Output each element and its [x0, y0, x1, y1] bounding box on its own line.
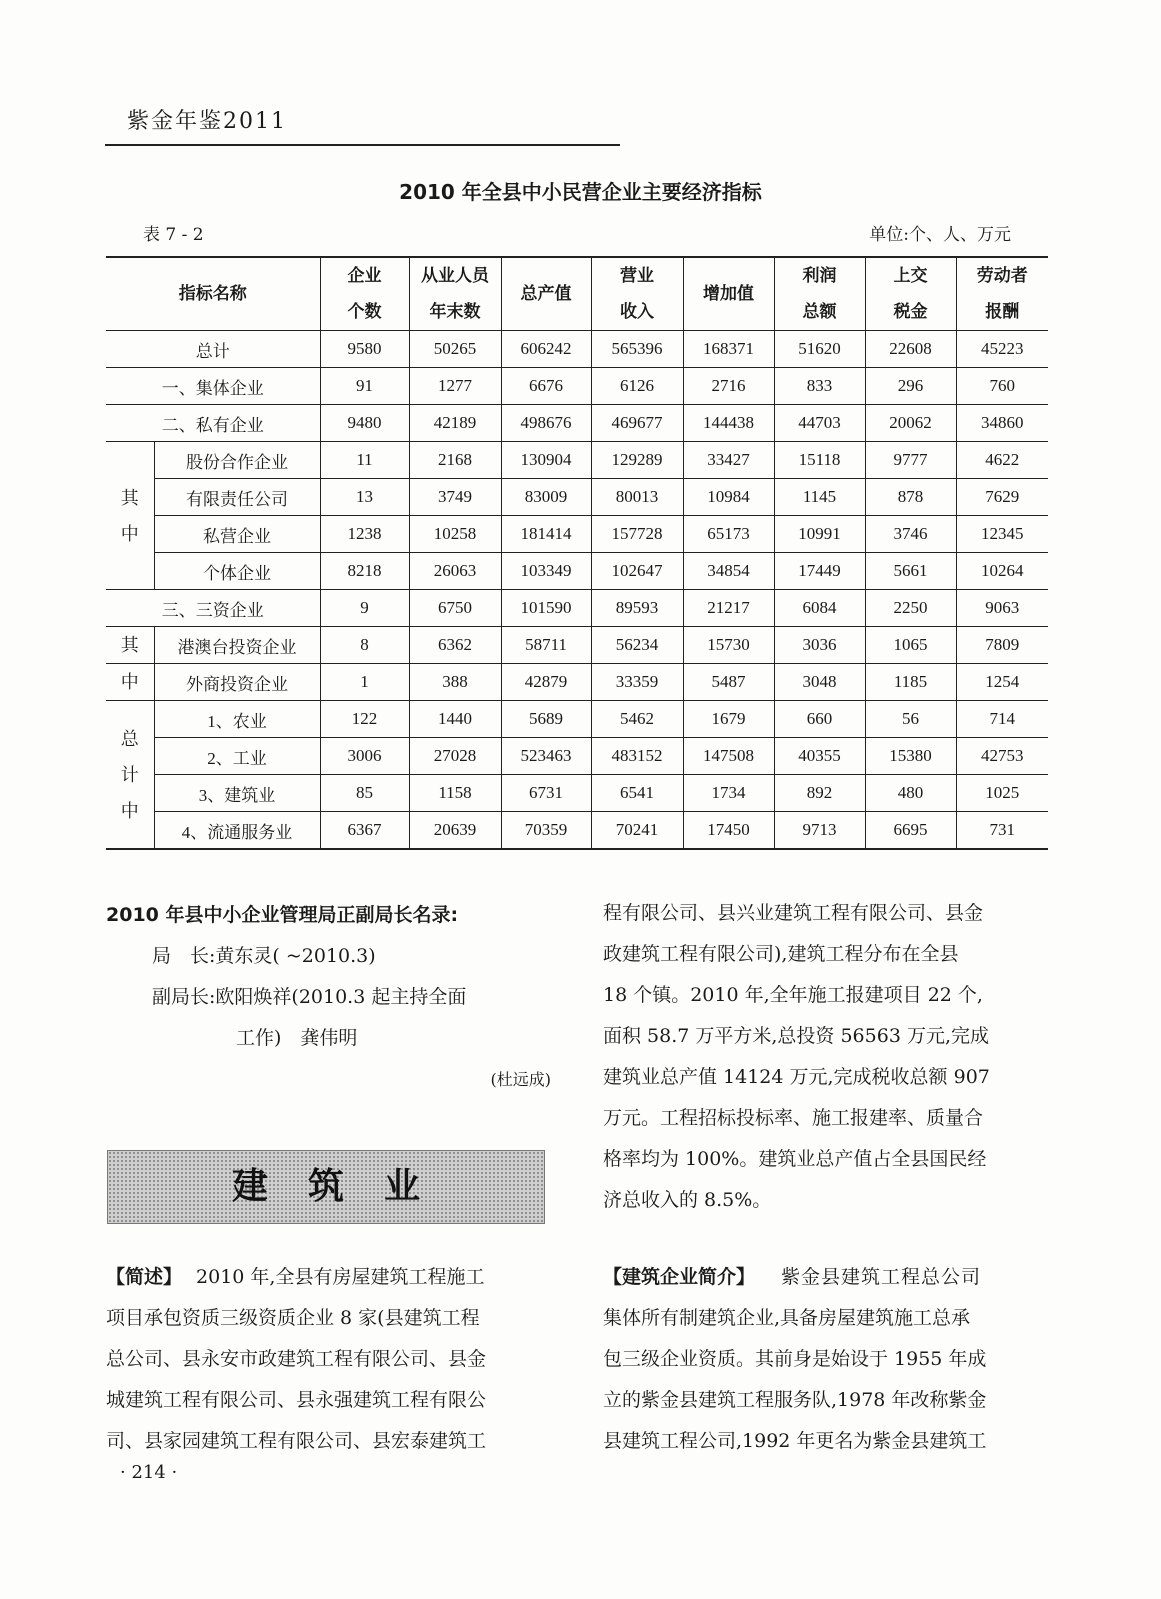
- header-labor-pay: 劳动者 报酬: [956, 257, 1048, 331]
- indicator-table: [106, 256, 1048, 850]
- row-label: 1、农业: [154, 701, 320, 738]
- cell: 6750: [409, 590, 501, 627]
- header-name: 指标名称: [106, 257, 320, 331]
- cell: 1025: [956, 775, 1048, 812]
- table-row: [106, 405, 1048, 442]
- cell: 70241: [591, 812, 683, 850]
- cell: 10258: [409, 516, 501, 553]
- cell: 1238: [320, 516, 409, 553]
- intro-heading-line: [603, 1257, 1048, 1298]
- cell: 8: [320, 627, 409, 664]
- header-profit: 利润 总额: [774, 257, 865, 331]
- cell: 42753: [956, 738, 1048, 775]
- table-row: [106, 738, 1048, 775]
- cell: 714: [956, 701, 1048, 738]
- body-line: 程有限公司、县兴业建筑工程有限公司、县金: [603, 902, 984, 924]
- cell: 129289: [591, 442, 683, 479]
- cell: 65173: [683, 516, 774, 553]
- table-row: [106, 516, 1048, 553]
- row-label: 三、三资企业: [106, 590, 320, 627]
- cell: 101590: [501, 590, 591, 627]
- body-line: 政建筑工程有限公司),建筑工程分布在全县: [603, 943, 959, 965]
- row-label: 有限责任公司: [154, 479, 320, 516]
- leader-director: 局 长:黄东灵( ~2010.3): [152, 945, 376, 967]
- cell: 1679: [683, 701, 774, 738]
- cell: 483152: [591, 738, 683, 775]
- cell: 9063: [956, 590, 1048, 627]
- cell: 4622: [956, 442, 1048, 479]
- row-label: 港澳台投资企业: [154, 627, 320, 664]
- section-banner: [107, 1150, 545, 1224]
- cell: 760: [956, 368, 1048, 405]
- cell: 1440: [409, 701, 501, 738]
- cell: 56234: [591, 627, 683, 664]
- summary-line: 城建筑工程有限公司、县永强建筑工程有限公: [106, 1389, 487, 1411]
- cell: 6084: [774, 590, 865, 627]
- cell: 103349: [501, 553, 591, 590]
- body-line: 立的紫金县建筑工程服务队,1978 年改称紫金: [603, 1389, 987, 1411]
- header-rule: [105, 144, 620, 146]
- cell: 1065: [865, 627, 956, 664]
- cell: 22608: [865, 331, 956, 368]
- body-line: 万元。工程招标投标率、施工报建率、质量合: [603, 1107, 984, 1129]
- header-taxes: 上交 税金: [865, 257, 956, 331]
- cell: 34854: [683, 553, 774, 590]
- summary-line: 项目承包资质三级资质企业 8 家(县建筑工程: [106, 1307, 480, 1329]
- cell: 3036: [774, 627, 865, 664]
- cell: 27028: [409, 738, 501, 775]
- intro-label: 【建筑企业简介】: [603, 1266, 756, 1288]
- cell: 2168: [409, 442, 501, 479]
- table-row: [106, 553, 1048, 590]
- cell: 80013: [591, 479, 683, 516]
- cell: 10984: [683, 479, 774, 516]
- cell: 50265: [409, 331, 501, 368]
- cell: 6676: [501, 368, 591, 405]
- body-line: 包三级企业资质。其前身是始设于 1955 年成: [603, 1348, 987, 1370]
- cell: 523463: [501, 738, 591, 775]
- cell: 5661: [865, 553, 956, 590]
- table-row: [106, 775, 1048, 812]
- body-line: 县建筑工程公司,1992 年更名为紫金县建筑工: [603, 1430, 987, 1452]
- cell: 26063: [409, 553, 501, 590]
- table-row: [106, 812, 1048, 850]
- table-header-row: [106, 257, 1048, 331]
- summary-line: 【简述】 2010 年,全县有房屋建筑工程施工: [106, 1266, 485, 1288]
- table-row: [106, 664, 1048, 701]
- header-enterprise-count: 企业 个数: [320, 257, 409, 331]
- body-line: 面积 58.7 万平方米,总投资 56563 万元,完成: [603, 1025, 989, 1047]
- cell: 6731: [501, 775, 591, 812]
- cell: 7629: [956, 479, 1048, 516]
- row-label: 总计: [106, 331, 320, 368]
- table-row: [106, 701, 1048, 738]
- cell: 20062: [865, 405, 956, 442]
- body-line: 集体所有制建筑企业,具备房屋建筑施工总承: [603, 1307, 971, 1329]
- table-title: 2010 年全县中小民营企业主要经济指标: [399, 180, 762, 204]
- table-row: [106, 331, 1048, 368]
- cell: 9777: [865, 442, 956, 479]
- row-label: 4、流通服务业: [154, 812, 320, 850]
- cell: 56: [865, 701, 956, 738]
- cell: 44703: [774, 405, 865, 442]
- company-intro: [603, 1257, 1048, 1462]
- cell: 33359: [591, 664, 683, 701]
- table-row: [106, 442, 1048, 479]
- row-label: 私营企业: [154, 516, 320, 553]
- page-number: · 214 ·: [120, 1462, 178, 1483]
- cell: 565396: [591, 331, 683, 368]
- cell: 10991: [774, 516, 865, 553]
- cell: 147508: [683, 738, 774, 775]
- leaders-heading: 2010 年县中小企业管理局正副局长名录:: [106, 904, 459, 926]
- section-title: 建筑业: [231, 1166, 460, 1207]
- table-row: [106, 479, 1048, 516]
- row-label: 股份合作企业: [154, 442, 320, 479]
- cell: 6367: [320, 812, 409, 850]
- cell: 5689: [501, 701, 591, 738]
- header-gross-output: 总产值: [501, 257, 591, 331]
- header-value-added: 增加值: [683, 257, 774, 331]
- cell: 2250: [865, 590, 956, 627]
- table-number: 表 7 - 2: [143, 225, 204, 245]
- cell: 34860: [956, 405, 1048, 442]
- running-header: 紫金年鉴2011: [127, 109, 287, 134]
- row-label: 2、工业: [154, 738, 320, 775]
- intro-company-name: 紫金县建筑工程总公司: [781, 1266, 982, 1288]
- cell: 21217: [683, 590, 774, 627]
- cell: 9480: [320, 405, 409, 442]
- cell: 10264: [956, 553, 1048, 590]
- cell: 5462: [591, 701, 683, 738]
- cell: 42879: [501, 664, 591, 701]
- cell: 89593: [591, 590, 683, 627]
- cell: 5487: [683, 664, 774, 701]
- cell: 1185: [865, 664, 956, 701]
- cell: 102647: [591, 553, 683, 590]
- cell: 9713: [774, 812, 865, 850]
- author-credit: (杜远成): [490, 1070, 551, 1089]
- leader-deputy-cont: 工作) 龚伟明: [236, 1027, 358, 1049]
- cell: 6695: [865, 812, 956, 850]
- summary-line: 总公司、县永安市政建筑工程有限公司、县金: [106, 1348, 487, 1370]
- cell: 2716: [683, 368, 774, 405]
- cell: 892: [774, 775, 865, 812]
- cell: 85: [320, 775, 409, 812]
- body-line: 18 个镇。2010 年,全年施工报建项目 22 个,: [603, 984, 983, 1006]
- table-unit: 单位:个、人、万元: [869, 225, 1011, 245]
- cell: 388: [409, 664, 501, 701]
- cell: 1277: [409, 368, 501, 405]
- cell: 12345: [956, 516, 1048, 553]
- row-label: 一、集体企业: [106, 368, 320, 405]
- cell: 296: [865, 368, 956, 405]
- cell: 33427: [683, 442, 774, 479]
- cell: 6541: [591, 775, 683, 812]
- cell: 45223: [956, 331, 1048, 368]
- cell: 20639: [409, 812, 501, 850]
- cell: 51620: [774, 331, 865, 368]
- body-line: 建筑业总产值 14124 万元,完成税收总额 907: [603, 1066, 990, 1088]
- cell: 480: [865, 775, 956, 812]
- cell: 1: [320, 664, 409, 701]
- cell: 9: [320, 590, 409, 627]
- cell: 70359: [501, 812, 591, 850]
- body-line: 格率均为 100%。建筑业总产值占全县国民经: [603, 1148, 987, 1170]
- row-label: 外商投资企业: [154, 664, 320, 701]
- cell: 13: [320, 479, 409, 516]
- group-label-qi: 其: [106, 627, 154, 664]
- cell: 130904: [501, 442, 591, 479]
- cell: 3749: [409, 479, 501, 516]
- cell: 11: [320, 442, 409, 479]
- cell: 731: [956, 812, 1048, 850]
- cell: 3006: [320, 738, 409, 775]
- group-label-zhong: 中: [106, 664, 154, 701]
- cell: 660: [774, 701, 865, 738]
- cell: 122: [320, 701, 409, 738]
- body-line: 济总收入的 8.5%。: [603, 1189, 772, 1211]
- leaders-list: [106, 895, 551, 1100]
- cell: 1254: [956, 664, 1048, 701]
- cell: 606242: [501, 331, 591, 368]
- summary-paragraph: [106, 1257, 551, 1462]
- cell: 157728: [591, 516, 683, 553]
- cell: 878: [865, 479, 956, 516]
- group-label-qizhong: 其 中: [106, 442, 154, 590]
- cell: 17450: [683, 812, 774, 850]
- cell: 6126: [591, 368, 683, 405]
- cell: 58711: [501, 627, 591, 664]
- cell: 144438: [683, 405, 774, 442]
- cell: 17449: [774, 553, 865, 590]
- cell: 1734: [683, 775, 774, 812]
- header-revenue: 营业 收入: [591, 257, 683, 331]
- group-label-zongjizhong: 总 计 中: [106, 701, 154, 850]
- cell: 8218: [320, 553, 409, 590]
- cell: 9580: [320, 331, 409, 368]
- summary-label: 【简述】: [106, 1266, 183, 1288]
- cell: 91: [320, 368, 409, 405]
- cell: 1145: [774, 479, 865, 516]
- table-row: [106, 590, 1048, 627]
- cell: 469677: [591, 405, 683, 442]
- cell: 15730: [683, 627, 774, 664]
- cell: 498676: [501, 405, 591, 442]
- header-employees: 从业人员 年末数: [409, 257, 501, 331]
- leader-deputy: 副局长:欧阳焕祥(2010.3 起主持全面: [152, 986, 467, 1008]
- cell: 168371: [683, 331, 774, 368]
- summary-line: 司、县家园建筑工程有限公司、县宏泰建筑工: [106, 1430, 487, 1452]
- cell: 6362: [409, 627, 501, 664]
- cell: 3746: [865, 516, 956, 553]
- cell: 40355: [774, 738, 865, 775]
- cell: 181414: [501, 516, 591, 553]
- cell: 15118: [774, 442, 865, 479]
- cell: 83009: [501, 479, 591, 516]
- cell: 7809: [956, 627, 1048, 664]
- cell: 1158: [409, 775, 501, 812]
- row-label: 3、建筑业: [154, 775, 320, 812]
- cell: 3048: [774, 664, 865, 701]
- table-row: [106, 368, 1048, 405]
- row-label: 二、私有企业: [106, 405, 320, 442]
- table-row: [106, 627, 1048, 664]
- cell: 15380: [865, 738, 956, 775]
- summary-continued: [603, 893, 1048, 1221]
- cell: 42189: [409, 405, 501, 442]
- cell: 833: [774, 368, 865, 405]
- row-label: 个体企业: [154, 553, 320, 590]
